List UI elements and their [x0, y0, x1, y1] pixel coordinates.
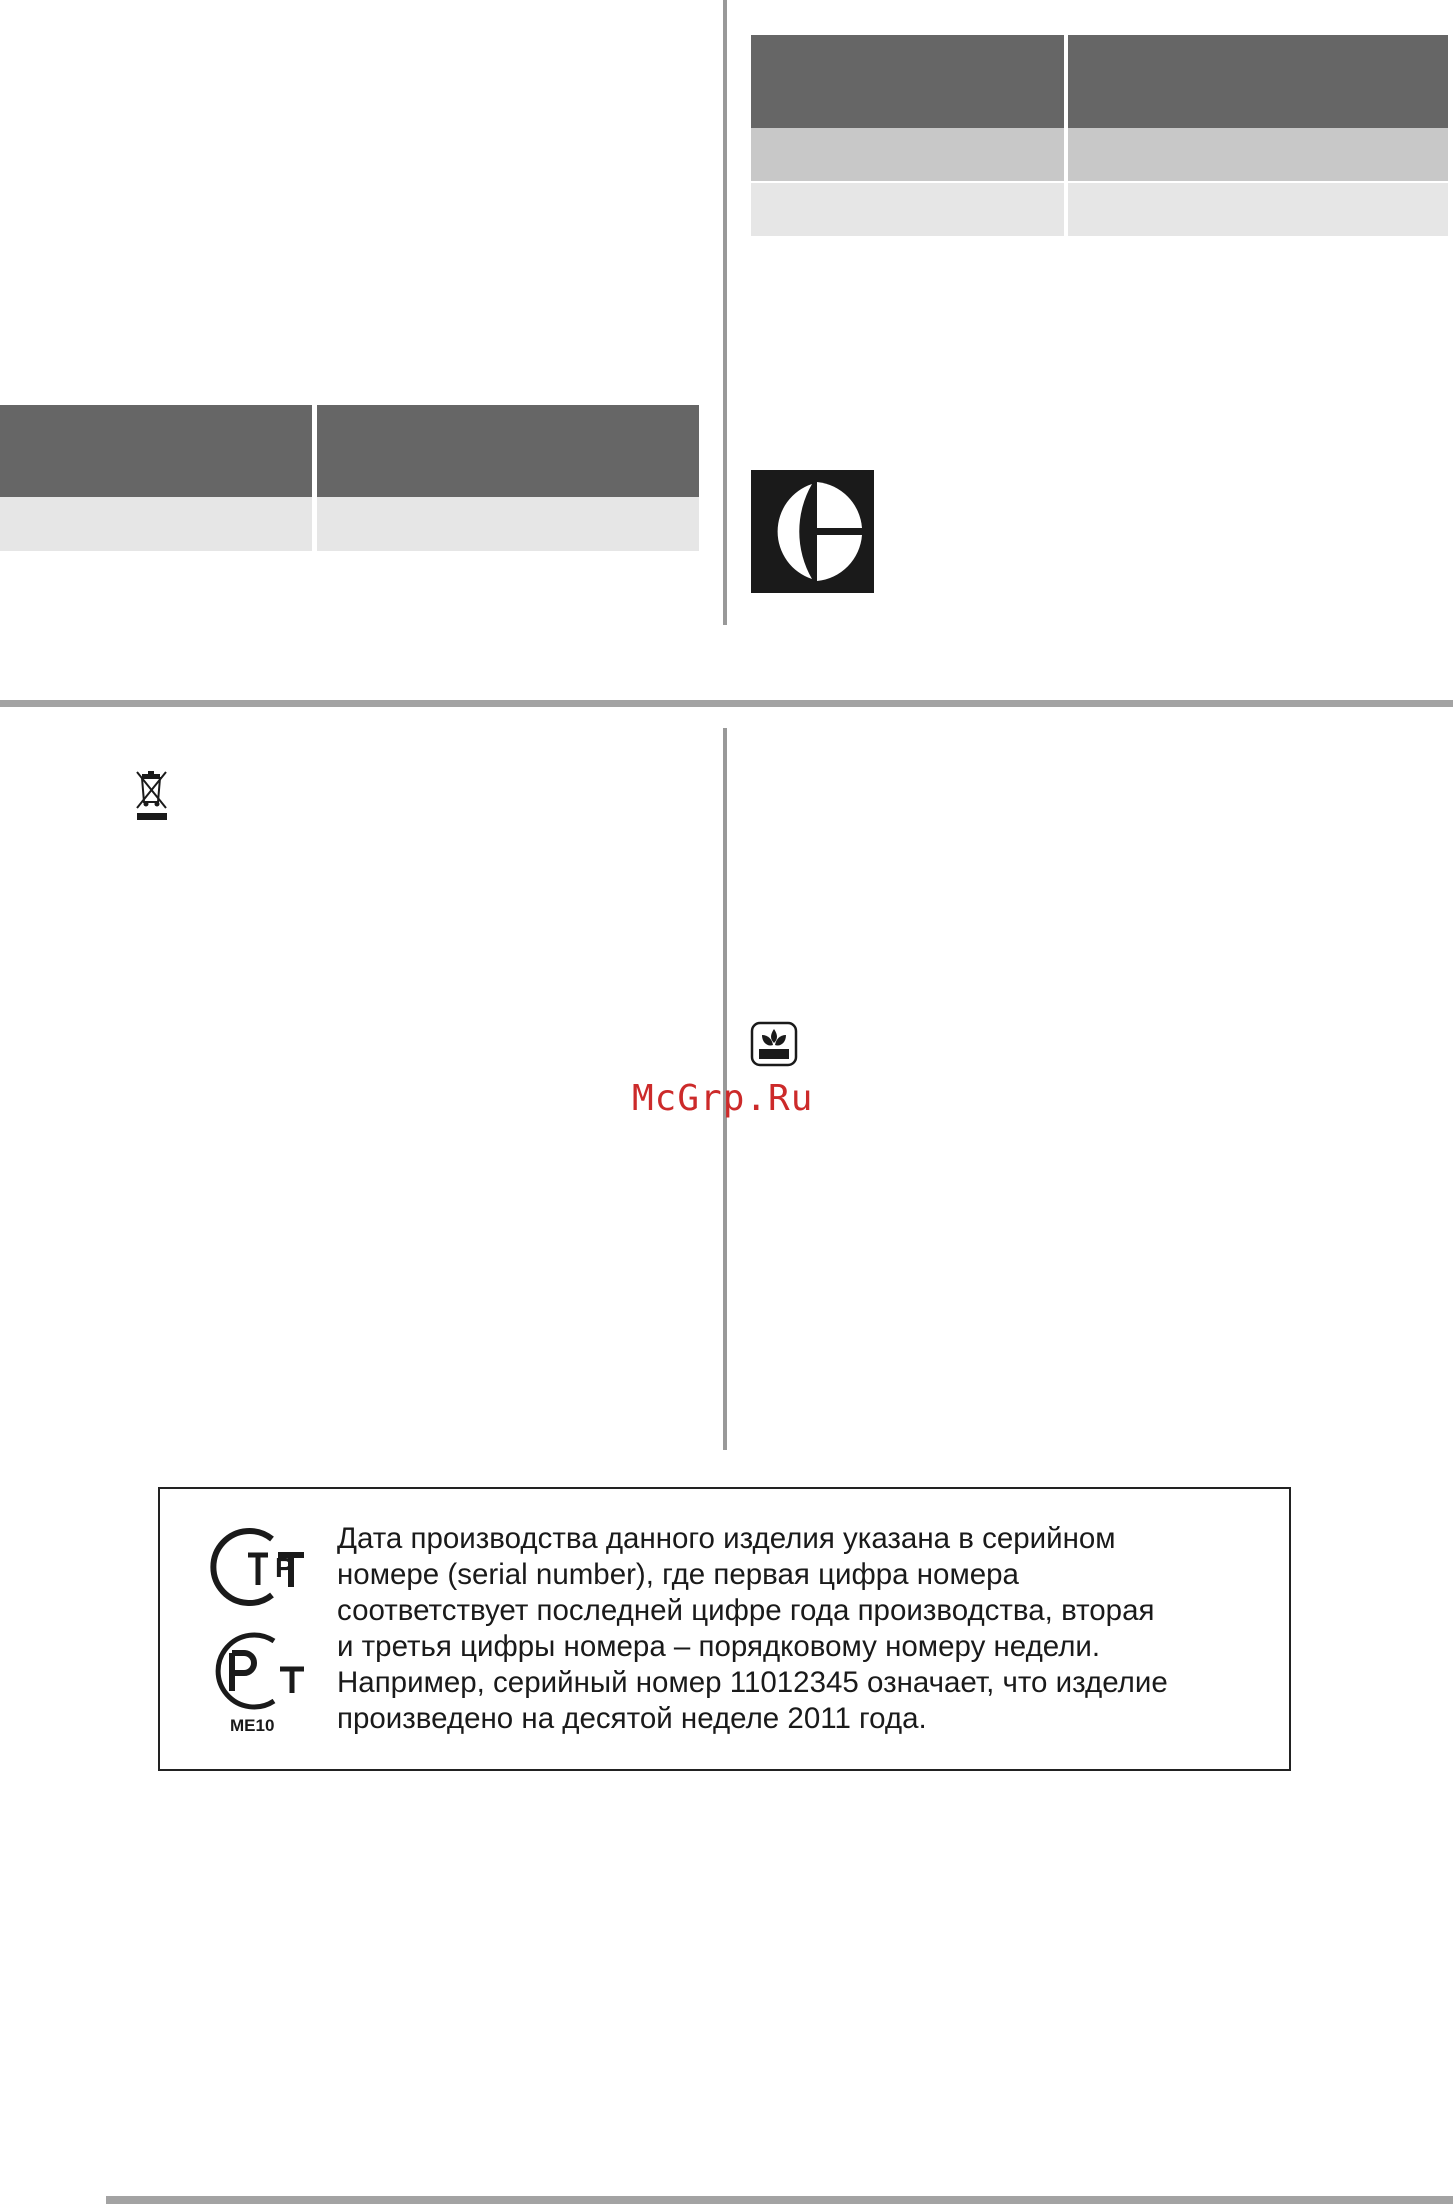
table-cell	[751, 128, 1064, 181]
footer-divider	[106, 2196, 1453, 2204]
notice-line: Например, серийный номер 11012345 означает, что изделие	[337, 1666, 1168, 1699]
notice-line: произведено на десятой неделе 2011 года.	[337, 1702, 927, 1735]
notice-line: соответствует последней цифре года производства, вторая	[337, 1594, 1155, 1627]
certification-code: ME10	[230, 1716, 275, 1735]
table-header-cell	[317, 405, 699, 497]
notice-text	[337, 1521, 1267, 1737]
pct-certification-icon	[204, 1629, 308, 1713]
notice-line: Дата производства данного изделия указана в серийном	[337, 1522, 1116, 1555]
table-cell	[317, 497, 699, 551]
column-divider-top	[723, 0, 727, 625]
section-divider	[0, 700, 1453, 707]
table-cell	[0, 497, 312, 551]
production-date-notice	[158, 1487, 1291, 1771]
table-header-cell	[1068, 35, 1448, 128]
electrolux-logo-icon	[751, 470, 874, 593]
flower-ecolabel-icon	[750, 1021, 800, 1069]
notice-line: номере (serial number), где первая цифра номера	[337, 1558, 1019, 1591]
notice-line: и третья цифры номера – порядковому номеру недели.	[337, 1630, 1101, 1663]
table-cell	[1068, 128, 1448, 181]
svg-text:P: P	[275, 1552, 294, 1583]
table-cell	[1068, 183, 1448, 236]
eac-tr-certification-icon	[204, 1525, 308, 1609]
table-header-cell	[751, 35, 1064, 128]
crossed-out-wheelie-bin-icon	[134, 770, 170, 822]
watermark[interactable]: McGrp.Ru	[632, 1078, 814, 1119]
table-cell	[751, 183, 1064, 236]
table-header-cell	[0, 405, 312, 497]
